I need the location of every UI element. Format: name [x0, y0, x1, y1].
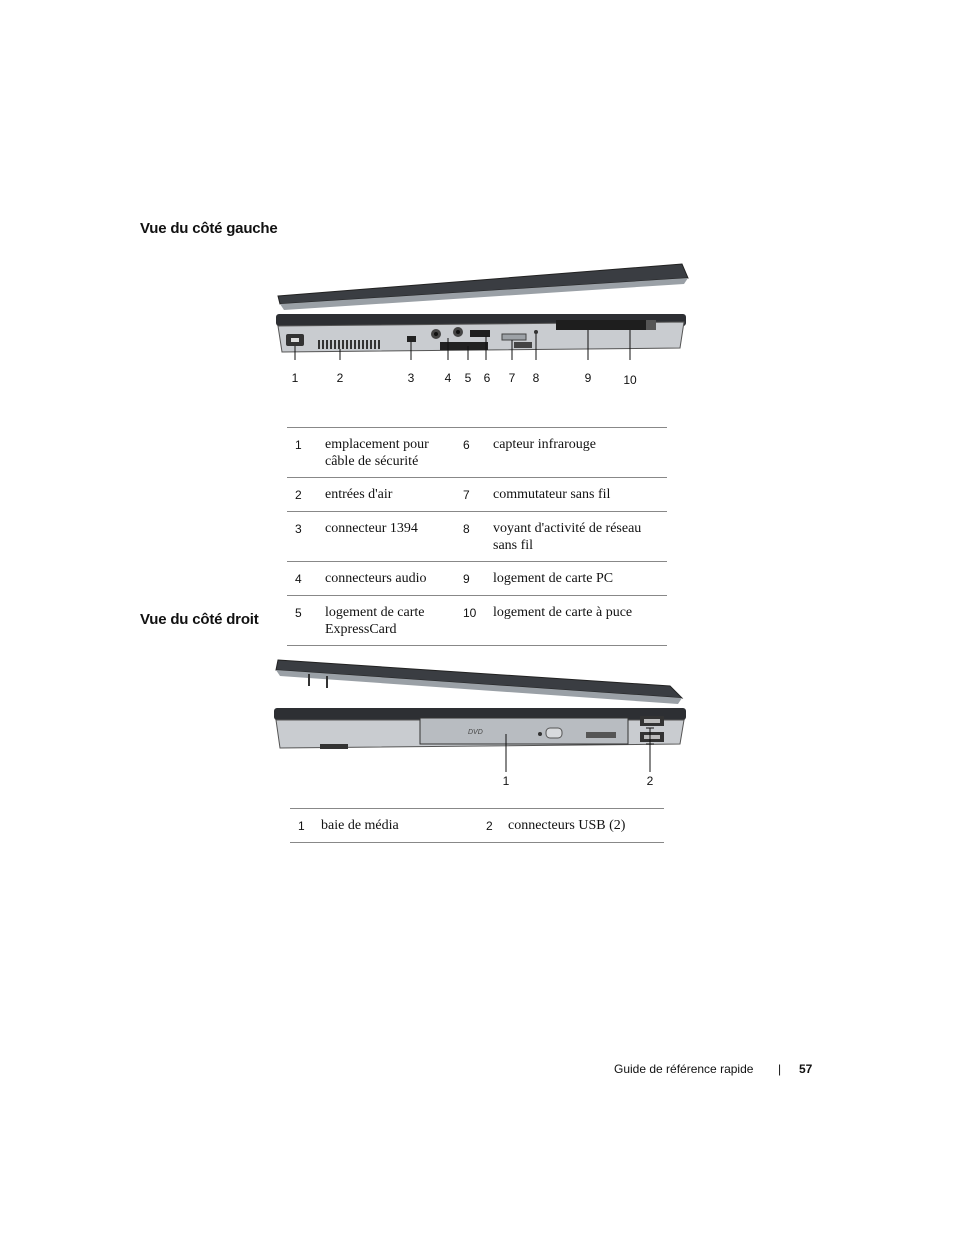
item-label: connecteurs USB (2)	[508, 809, 664, 843]
dvd-logo-text: DVD	[468, 729, 483, 736]
item-number: 8	[455, 512, 493, 562]
footer-title: Guide de référence rapide	[614, 1062, 754, 1076]
item-number: 2	[486, 809, 508, 843]
item-number: 7	[455, 478, 493, 512]
callout-left-3: 3	[407, 371, 415, 385]
item-number: 9	[455, 562, 493, 596]
item-label: logement de carte à puce	[493, 596, 667, 646]
callout-left-8: 8	[532, 371, 540, 385]
callout-left-9: 9	[584, 371, 592, 385]
item-label: connecteurs audio	[325, 562, 455, 596]
item-label: baie de média	[321, 809, 486, 843]
callout-left-10: 10	[623, 373, 637, 387]
callout-right-1: 1	[502, 774, 510, 788]
legend-row	[287, 478, 667, 512]
callout-left-5: 5	[464, 371, 472, 385]
footer-separator: |	[778, 1062, 782, 1076]
laptop-right-side-figure	[270, 652, 690, 772]
callout-left-4: 4	[444, 371, 452, 385]
item-number: 6	[455, 428, 493, 478]
item-label: voyant d'activité de réseau sans fil	[493, 512, 667, 562]
page-number: 57	[799, 1062, 813, 1076]
item-label: emplacement pour câble de sécurité	[325, 428, 455, 478]
section-title-right-view: Vue du côté droit	[140, 611, 259, 628]
item-number: 4	[287, 562, 325, 596]
legend-row	[287, 428, 667, 478]
section-title-left-view: Vue du côté gauche	[140, 220, 278, 237]
item-number: 3	[287, 512, 325, 562]
callout-left-2: 2	[336, 371, 344, 385]
item-label: capteur infrarouge	[493, 428, 667, 478]
item-label: connecteur 1394	[325, 512, 455, 562]
callout-right-2: 2	[646, 774, 654, 788]
item-label: logement de carte ExpressCard	[325, 596, 455, 646]
item-number: 2	[287, 478, 325, 512]
callout-left-6: 6	[483, 371, 491, 385]
laptop-right-side-illustration	[270, 652, 690, 772]
callout-left-1: 1	[291, 371, 299, 385]
item-label: logement de carte PC	[493, 562, 667, 596]
item-number: 1	[287, 428, 325, 478]
legend-row	[287, 596, 667, 646]
laptop-left-side-illustration	[270, 258, 695, 360]
legend-table-left	[287, 427, 667, 646]
item-label: commutateur sans fil	[493, 478, 667, 512]
item-number: 1	[290, 809, 321, 843]
item-number: 10	[455, 596, 493, 646]
legend-row	[287, 562, 667, 596]
item-number: 5	[287, 596, 325, 646]
item-label: entrées d'air	[325, 478, 455, 512]
laptop-left-side-figure	[270, 258, 695, 360]
legend-table-right	[290, 808, 664, 843]
callout-left-7: 7	[508, 371, 516, 385]
legend-row	[290, 809, 664, 843]
legend-row	[287, 512, 667, 562]
